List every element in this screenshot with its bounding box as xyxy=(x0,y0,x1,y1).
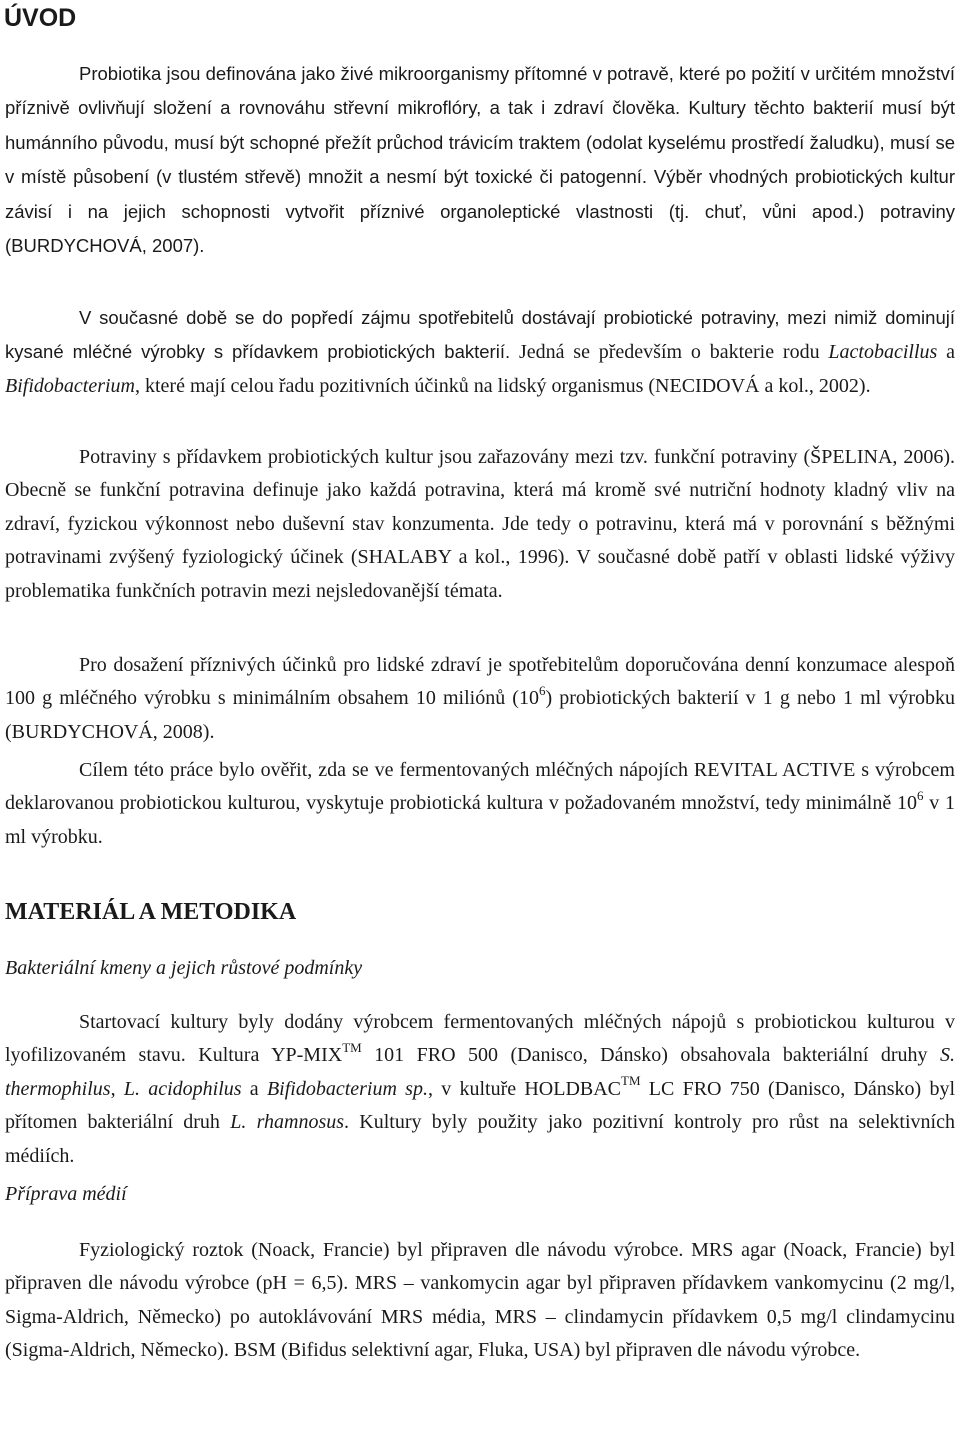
subheading-media-preparation: Příprava médií xyxy=(5,1183,127,1205)
exponent: 6 xyxy=(538,682,546,698)
intro-paragraph-3 xyxy=(5,441,955,608)
methods-paragraph-1-part: LC FRO 750 (Danisco, Dánsko) byl přítomen bakteriální druh xyxy=(5,1077,956,1134)
intro-paragraph-1-sentence-2: Kultury těchto bakterií musí být humánního původu, musí být schopné přežít průchod trávicím traktem (odolat kyselému prostředí žaludku), musí se v místě působení (v tlustém střevě) množit a nesmí být toxické či patogenní. Výběr vhodných probiotických kultur závisí i na jejich schopnosti vytvořit příznivé organoleptické vlastnosti (tj. chuť, vůni apod.) potraviny (BURDYCHOVÁ, 2007). xyxy=(5,97,956,257)
intro-paragraph-1 xyxy=(5,57,955,263)
methods-paragraph-1-part: a xyxy=(241,1077,267,1100)
trademark: TM xyxy=(342,1039,362,1055)
intro-paragraph-2 xyxy=(5,301,955,403)
intro-paragraph-2-pre: Jedná se především o bakterie rodu xyxy=(518,341,829,364)
methods-paragraph-2-text: Fyziologický roztok (Noack, Francie) byl připraven dle návodu výrobce. MRS agar (Noack, Francie) byl připraven dle návodu výrobce (pH = 6,5). MRS – vankomycin agar byl připraven přídavkem vankomycinu (2 mg/l, Sigma-Aldrich, Německo) po autoklávování MRS média, MRS – clindamycin přídavkem 0,5 mg/l clindamycinu (Sigma-Aldrich, Německo). BSM (Bifidus selektivní agar, Fluka, USA) byl připraven dle návodu výrobce. xyxy=(5,1239,955,1362)
trademark: TM xyxy=(621,1073,641,1089)
methods-paragraph-1-part: 101 FRO 500 (Danisco, Dánsko) obsahovala bakteriální druhy xyxy=(361,1044,940,1067)
genus-bifidobacterium: Bifidobacterium xyxy=(5,374,135,397)
methods-paragraph-1-part: , xyxy=(110,1077,124,1100)
intro-paragraph-1-sentence-1: Probiotika jsou definována jako živé mikroorganismy přítomné v potravě, které po požití v určitém množství příznivě ovlivňují složení a rovnováhu střevní mikroflóry, a tak i zdraví člověka. xyxy=(5,63,955,119)
intro-paragraph-5-post: v 1 ml výrobku. xyxy=(5,792,956,848)
methods-paragraph-1 xyxy=(5,1006,955,1173)
intro-paragraph-5-pre: Cílem této práce bylo ověřit, zda se ve fermentovaných mléčných nápojích REVITAL ACTIVE s výrobcem deklarovanou probiotickou kulturou, vyskytuje probiotická kultura v požadovaném množství, tedy minimálně 10 xyxy=(5,759,955,815)
subheading-bacterial-strains: Bakteriální kmeny a jejich růstové podmínky xyxy=(5,957,363,979)
intro-paragraph-2-sentence-1: V současné době se do popředí zájmu spotřebitelů dostávají probiotické potraviny, mezi nimiž dominují kysané mléčné výrobky s přídavkem probiotických bakterií. xyxy=(5,307,955,363)
intro-paragraph-2-mid: a xyxy=(937,341,955,364)
intro-paragraph-2-post: , které mají celou řadu pozitivních účinků na lidský organismus (NECIDOVÁ a kol., 2002). xyxy=(134,374,871,397)
intro-paragraph-3-text: Potraviny s přídavkem probiotických kultur jsou zařazovány mezi tzv. funkční potraviny (ŠPELINA, 2006). Obecně se funkční potravina definuje jako každá potravina, která má kromě své nutriční hodnoty kladný vliv na zdraví, fyzickou výkonnost nebo duševní stav konzumenta. Jde tedy o potravinu, která má v porovnání s běžnými potravinami zvýšený fyziologický účinek (SHALABY a kol., 1996). V současné době patří v oblasti lidské výživy problematika funkčních potravin mezi nejsledovanější témata. xyxy=(5,446,955,602)
methods-paragraph-1-part: , v kultuře HOLDBAC xyxy=(427,1077,622,1100)
intro-paragraph-5 xyxy=(5,754,955,854)
intro-paragraph-4-pre: Pro dosažení příznivých účinků pro lidské zdraví je spotřebitelům doporučována denní konzumace alespoň 100 g mléčného výrobku s minimálním obsahem 10 miliónů (10 xyxy=(5,654,955,710)
species-name: Bifidobacterium sp. xyxy=(266,1077,428,1100)
section-heading-material-metodika: MATERIÁL A METODIKA xyxy=(5,899,297,925)
species-name: S. thermophilus xyxy=(5,1044,955,1100)
species-name: L. acidophilus xyxy=(123,1077,242,1100)
methods-paragraph-1-part: . Kultury byly použity jako pozitivní kontroly pro růst na selektivních médiích. xyxy=(5,1111,955,1167)
section-heading-uvod: ÚVOD xyxy=(4,4,77,32)
genus-lactobacillus: Lactobacillus xyxy=(828,341,938,364)
species-name: L. rhamnosus xyxy=(230,1111,345,1134)
intro-paragraph-4 xyxy=(5,649,955,749)
intro-paragraph-4-post: ) probiotických bakterií v 1 g nebo 1 ml výrobku (BURDYCHOVÁ, 2008). xyxy=(5,687,955,743)
exponent: 6 xyxy=(917,787,924,803)
methods-paragraph-2 xyxy=(5,1234,955,1368)
methods-paragraph-1-part: Startovací kultury byly dodány výrobcem fermentovaných mléčných nápojů s probiotickou kulturou v lyofilizovaném stavu. Kultura YP-MIX xyxy=(5,1011,955,1067)
